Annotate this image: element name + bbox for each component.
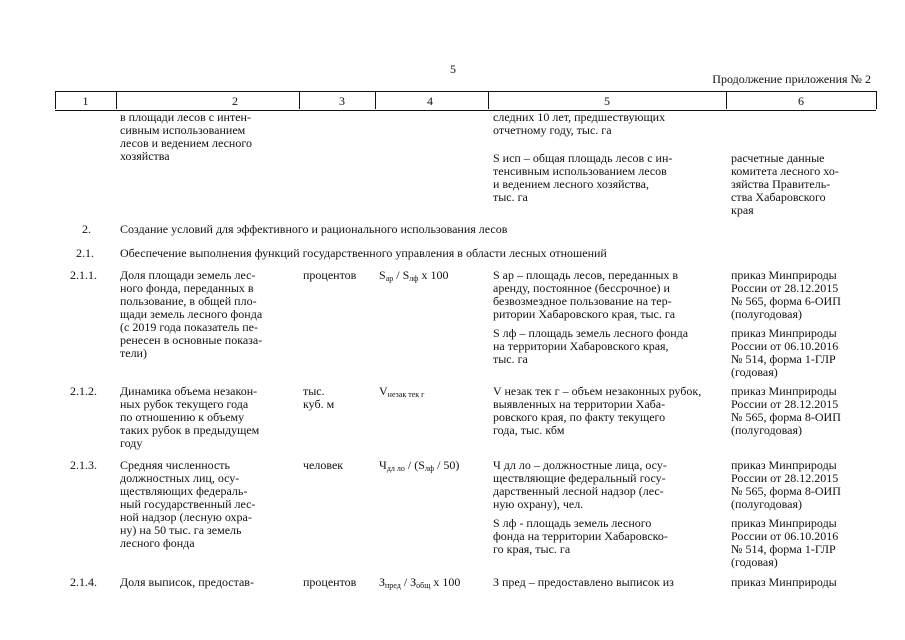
row-indicator-name: Средняя численность должностных лиц, осу- ществляющих федераль- ный государственный лес- ной надзор (лесную охра- ну) на 50 тыс. га земель лесного фонда xyxy=(120,458,256,550)
row-source: приказ Минприроды xyxy=(731,575,837,589)
row-number: 2.1.4. xyxy=(70,575,97,589)
table-header xyxy=(55,91,876,111)
row-formula: $V_{незак тек г}$ xyxy=(379,384,425,399)
cont-row-desc: следних 10 лет, предшествующих отчетному году, тыс. га xyxy=(493,110,666,137)
divider xyxy=(55,91,56,109)
row-description: V незак тек г – объем незаконных рубок, выявленных на территории Хаба- ровского края, по факту текущего года, тыс. кбм xyxy=(493,384,702,437)
row-indicator-name: Доля выписок, предостав- xyxy=(120,575,254,589)
row-source-2: приказ Минприроды России от 06.10.2016 № 514, форма 1-ГЛР (годовая) xyxy=(731,516,839,569)
row-number: 2.1.1. xyxy=(70,268,97,282)
subsection-number: 2.1. xyxy=(76,246,94,260)
divider xyxy=(876,91,877,109)
divider xyxy=(375,91,376,109)
row-description: З пред – предоставлено выписок из xyxy=(493,575,674,589)
continuation-note: Продолжение приложения № 2 xyxy=(712,72,871,86)
row-unit: человек xyxy=(303,458,344,472)
cont-row-name: в площади лесов с интен- сивным использованием лесов и ведением лесного хозяйства xyxy=(120,110,252,163)
header-col-6: 6 xyxy=(798,94,804,108)
page-number: 5 xyxy=(450,62,456,76)
header-col-1: 1 xyxy=(82,94,89,108)
divider xyxy=(726,91,727,109)
cont-row-source: расчетные данные комитета лесного хо- зяйства Правитель- ства Хабаровского края xyxy=(731,151,839,217)
row-unit: процентов xyxy=(303,575,357,589)
row-formula: $З_{пред} / З_{общ}$ x 100 xyxy=(379,575,461,590)
row-description-2: S лф - площадь земель лесного фонда на территории Хабаровско- го края, тыс. га xyxy=(493,516,668,556)
row-formula: $Ч_{дл ло} / (S_{лф} / 50)$ xyxy=(379,458,460,473)
subsection-title: Обеспечение выполнения функций государственного управления в области лесных отношений xyxy=(120,246,607,260)
row-unit: процентов xyxy=(303,268,357,282)
header-col-4: 4 xyxy=(427,94,433,108)
row-indicator-name: Доля площади земель лес- ного фонда, переданных в пользование, в общей пло- щади земель лесного фонда (с 2019 года показатель пе- ренесен в основные показа- тели) xyxy=(120,268,263,360)
row-number: 2.1.3. xyxy=(70,458,97,472)
row-source: приказ Минприроды России от 28.12.2015 № 565, форма 6-ОИП (полугодовая) xyxy=(731,268,841,321)
row-description-2: S лф – площадь земель лесного фонда на территории Хабаровского края, тыс. га xyxy=(493,326,689,366)
header-col-5: 5 xyxy=(604,94,610,108)
row-description: S ар – площадь лесов, переданных в аренду, постоянное (бессрочное) и безвозмездное пользование на тер- ритории Хабаровского края, тыс. га xyxy=(493,268,679,321)
divider xyxy=(299,91,300,109)
row-number: 2.1.2. xyxy=(70,384,97,398)
divider xyxy=(116,91,117,109)
divider xyxy=(488,91,489,109)
row-indicator-name: Динамика объема незакон- ных рубок текущего года по отношению к объему таких рубок в предыдущем году xyxy=(120,384,260,450)
section-title: Создание условий для эффективного и рационального использования лесов xyxy=(120,222,508,236)
section-number: 2. xyxy=(82,222,91,236)
row-source: приказ Минприроды России от 28.12.2015 № 565, форма 8-ОИП (полугодовая) xyxy=(731,458,841,511)
row-unit: тыс. куб. м xyxy=(303,384,335,411)
header-col-2: 2 xyxy=(232,94,238,108)
row-formula: $S_{ар} / S_{лф}$ x 100 xyxy=(379,268,449,283)
cont-row-desc-s: S исп – общая площадь лесов с ин- тенсивным использованием лесов и ведением лесного хозяйства, тыс. га xyxy=(493,151,673,204)
row-description: Ч дл ло – должностные лица, осу- ществляющие федеральный госу- дарственный лесной надзор (лес- ную охрану), чел. xyxy=(493,458,667,511)
header-col-3: 3 xyxy=(339,94,345,108)
row-source-2: приказ Минприроды России от 06.10.2016 № 514, форма 1-ГЛР (годовая) xyxy=(731,326,839,379)
row-source: приказ Минприроды России от 28.12.2015 № 565, форма 8-ОИП (полугодовая) xyxy=(731,384,841,437)
